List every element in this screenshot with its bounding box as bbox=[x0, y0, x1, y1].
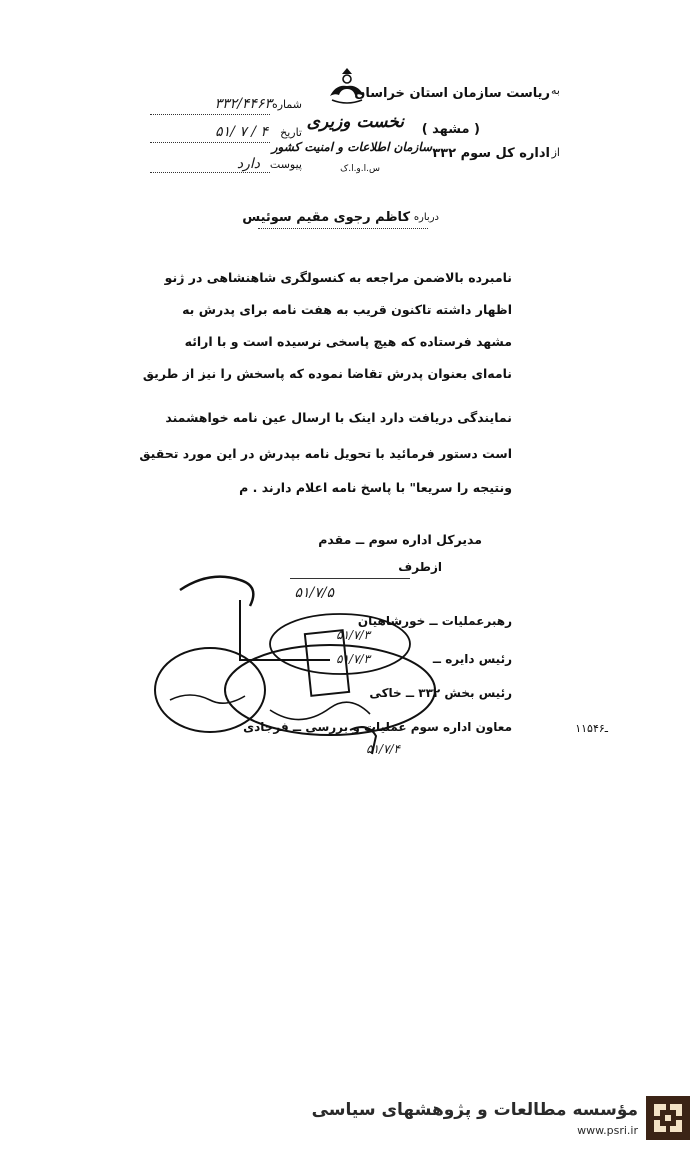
institute-logo-icon bbox=[646, 1096, 690, 1140]
body-line: مشهد فرستاده که هیچ پاسخی نرسیده است و با ارائه bbox=[184, 334, 512, 349]
attachment-dotted-line bbox=[150, 172, 270, 173]
date-label: تاریخ bbox=[280, 126, 302, 139]
number-value: ۳۳۲/۴۴۶۳ bbox=[214, 96, 272, 112]
staff-role: رئیس دایره ــ bbox=[432, 652, 512, 666]
org-name: نخست وزیری bbox=[306, 112, 404, 132]
handwritten-date: ۵۱/۷/۵ bbox=[294, 585, 334, 601]
staff-role: رهبرعملیات ــ خورشاهیان bbox=[357, 614, 512, 628]
document-id: ۱۱۵ـ۴۶ bbox=[575, 722, 608, 735]
signature-scribbles-icon bbox=[140, 560, 470, 770]
number-label: شماره bbox=[271, 98, 302, 111]
subject-text: کاظم رجوی مقیم سوئیس bbox=[242, 210, 410, 225]
from-prefix: از bbox=[551, 146, 560, 159]
date-value: ۵۱/ ۷ / ۴ bbox=[215, 124, 268, 140]
staff-role: معاون اداره سوم عملیات و بررسی ــ فرجادی bbox=[243, 720, 512, 734]
institute-name: مؤسسه مطالعات و پژوهشهای سیاسی bbox=[311, 1100, 638, 1120]
subject-label: درباره bbox=[413, 212, 439, 223]
recipient-to: ریاست سازمان استان خراسان bbox=[354, 86, 550, 101]
staff-note: ۵۱/۷/۴ bbox=[366, 742, 400, 756]
staff-note: ۵۱/۷/۳ bbox=[336, 628, 370, 642]
body-line: نامبرده بالاضمن مراجعه به کنسولگری شاهنشاهی در ژنو bbox=[164, 270, 512, 285]
institute-url[interactable]: www.psri.ir bbox=[577, 1124, 638, 1137]
recipient-from: اداره کل سوم ۳۳۲ bbox=[432, 146, 550, 161]
body-line: نامه‌ای بعنوان پدرش تقاضا نموده که پاسخش را نیز از طریق bbox=[142, 366, 512, 381]
staff-note: ۵۱/۷/۳ bbox=[336, 652, 370, 666]
org-subtitle: سازمان اطلاعات و امنیت کشور bbox=[271, 140, 432, 154]
number-dotted-line bbox=[150, 114, 270, 115]
director-title: مدیرکل اداره سوم ــ مقدم bbox=[318, 532, 482, 547]
staff-role: رئیس بخش ۳۳۲ ــ خاکی bbox=[369, 686, 512, 700]
org-code: س.ا.و.ا.ک bbox=[340, 164, 380, 174]
recipient-city: ( مشهد ) bbox=[421, 122, 480, 137]
on-behalf-label: ازطرف bbox=[398, 560, 442, 574]
body-line: ونتیجه را سریعا" با پاسخ نامه اعلام دارند . م bbox=[239, 480, 512, 495]
date-dotted-line bbox=[150, 142, 270, 143]
body-line: است دستور فرمائید با تحویل نامه بپدرش در این مورد تحقیق bbox=[139, 446, 512, 461]
body-line: نمایندگی دریافت دارد اینک با ارسال عین نامه خواهشمند bbox=[165, 410, 512, 425]
attachment-value: دارد bbox=[236, 156, 260, 172]
attachment-label: پیوست bbox=[269, 158, 302, 171]
body-line: اظهار داشته تاکنون قریب به هفت نامه برای پدرش به bbox=[182, 302, 512, 317]
subject-dotted-line bbox=[258, 228, 428, 229]
to-prefix: به bbox=[551, 84, 560, 97]
